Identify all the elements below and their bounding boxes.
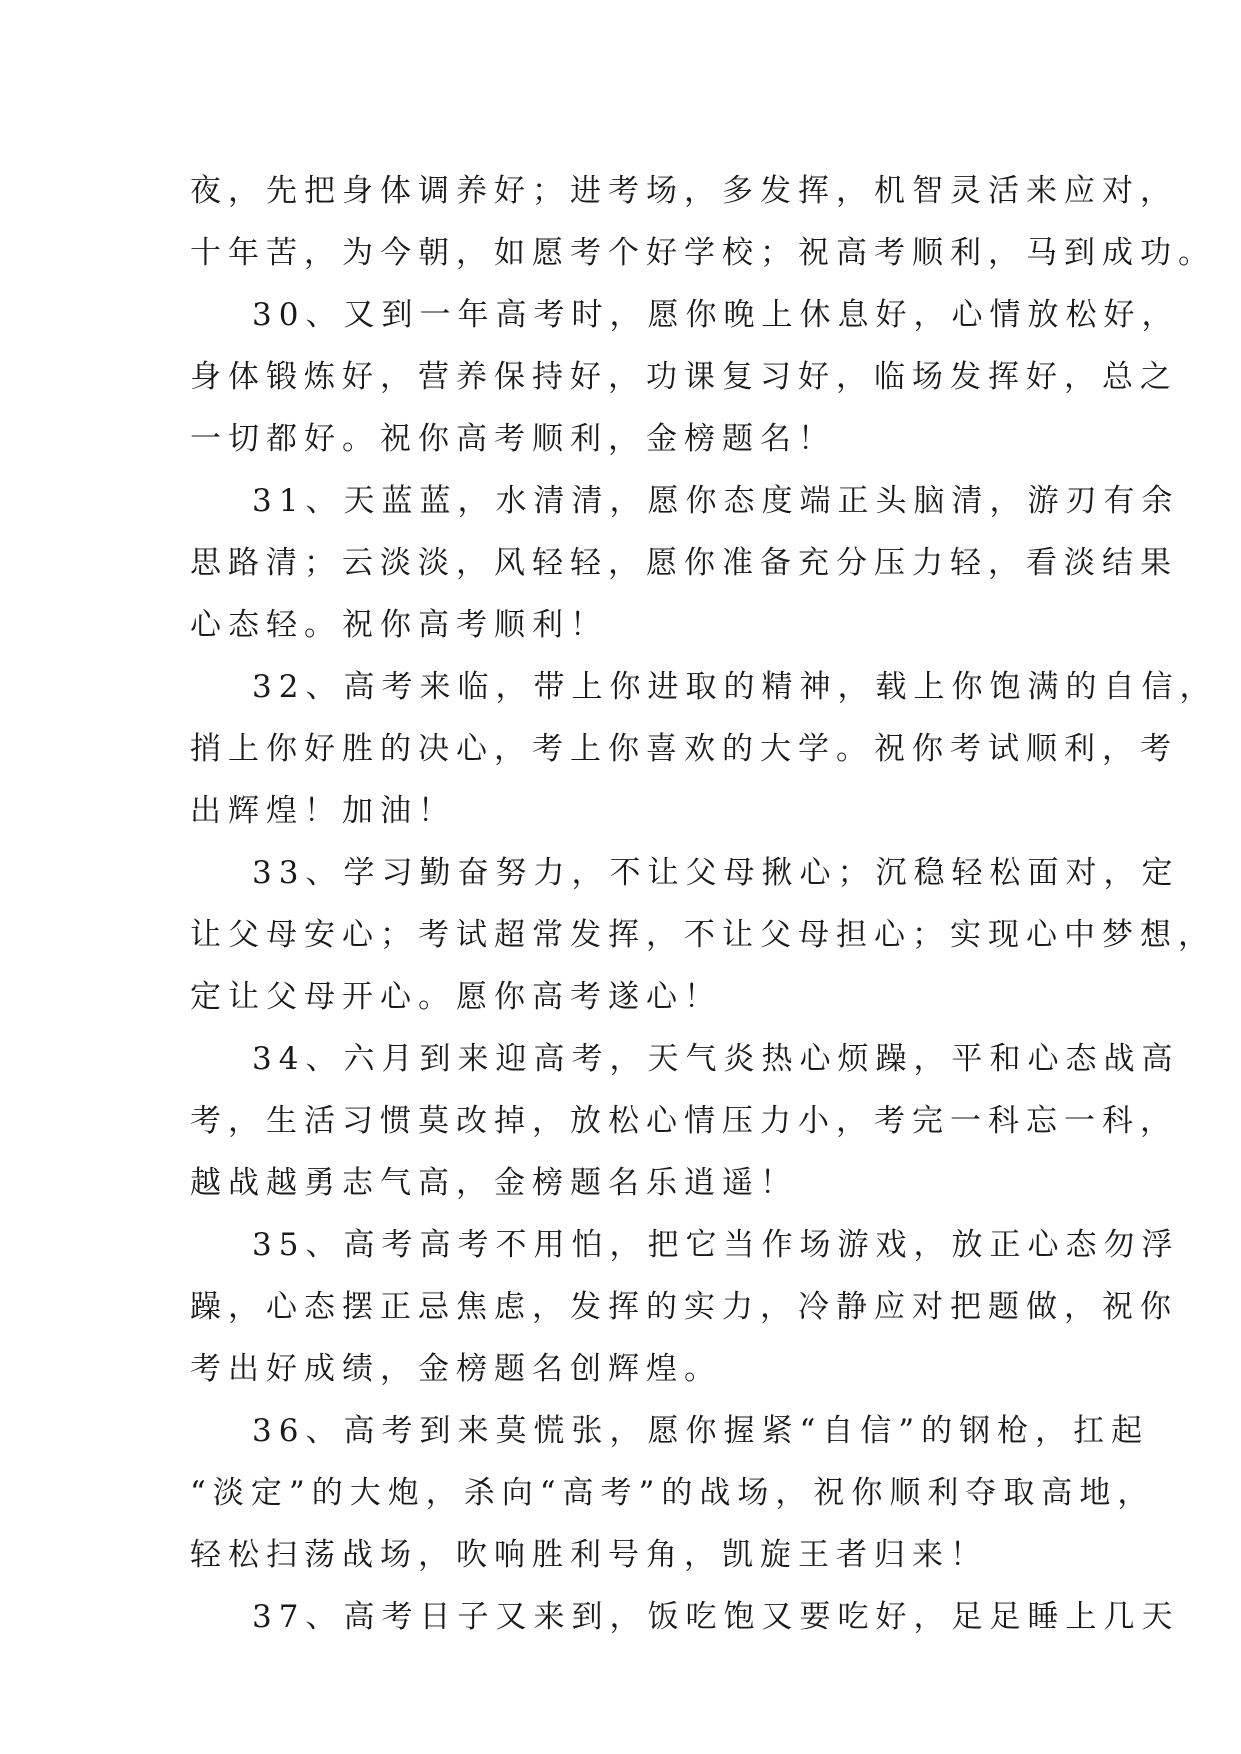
text-line: 出辉煌！加油！ [190,793,456,829]
paragraph-35-start: 35、高考高考不用怕，把它当作场游戏，放正心态勿浮 [252,1227,1180,1263]
text-line: 思路清；云淡淡，风轻轻，愿你准备充分压力轻，看淡结果 [190,545,1178,581]
text-line: 夜，先把身体调养好；进考场，多发挥，机智灵活来应对， [190,173,1178,209]
paragraph-36-start: 36、高考到来莫慌张，愿你握紧“自信”的钢枪，扛起 [252,1413,1150,1449]
text-line: 定让父母开心。愿你高考遂心！ [190,979,722,1015]
paragraph-37-start: 37、高考日子又来到，饭吃饱又要吃好，足足睡上几天 [252,1599,1180,1635]
text-line: 考出好成绩，金榜题名创辉煌。 [190,1351,722,1387]
paragraph-31-start: 31、天蓝蓝，水清清，愿你态度端正头脑清，游刃有余 [252,483,1180,519]
paragraph-32-start: 32、高考来临，带上你进取的精神，载上你饱满的自信， [252,669,1218,705]
text-line: 让父母安心；考试超常发挥，不让父母担心；实现心中梦想， [190,917,1216,953]
text-line: 躁，心态摆正忌焦虑，发挥的实力，冷静应对把题做，祝你 [190,1289,1178,1325]
text-line: 十年苦，为今朝，如愿考个好学校；祝高考顺利，马到成功。 [190,235,1216,271]
text-line: 轻松扫荡战场，吹响胜利号角，凯旋王者归来！ [190,1537,988,1573]
text-line: 心态轻。祝你高考顺利！ [190,607,608,643]
text-line: 考，生活习惯莫改掉，放松心情压力小，考完一科忘一科， [190,1103,1178,1139]
text-line: 身体锻炼好，营养保持好，功课复习好，临场发挥好，总之 [190,359,1178,395]
document-body [190,160,1218,1648]
paragraph-33-start: 33、学习勤奋努力，不让父母揪心；沉稳轻松面对，定 [252,855,1180,891]
paragraph-30-start: 30、又到一年高考时，愿你晚上休息好，心情放松好， [252,297,1180,333]
text-line: 越战越勇志气高，金榜题名乐逍遥！ [190,1165,798,1201]
paragraph-34-start: 34、六月到来迎高考，天气炎热心烦躁，平和心态战高 [252,1041,1180,1077]
text-line: 一切都好。祝你高考顺利，金榜题名！ [190,421,836,457]
text-line: 捎上你好胜的决心，考上你喜欢的大学。祝你考试顺利，考 [190,731,1178,767]
text-line: “淡定”的大炮，杀向“高考”的战场，祝你顺利夺取高地， [190,1475,1156,1511]
